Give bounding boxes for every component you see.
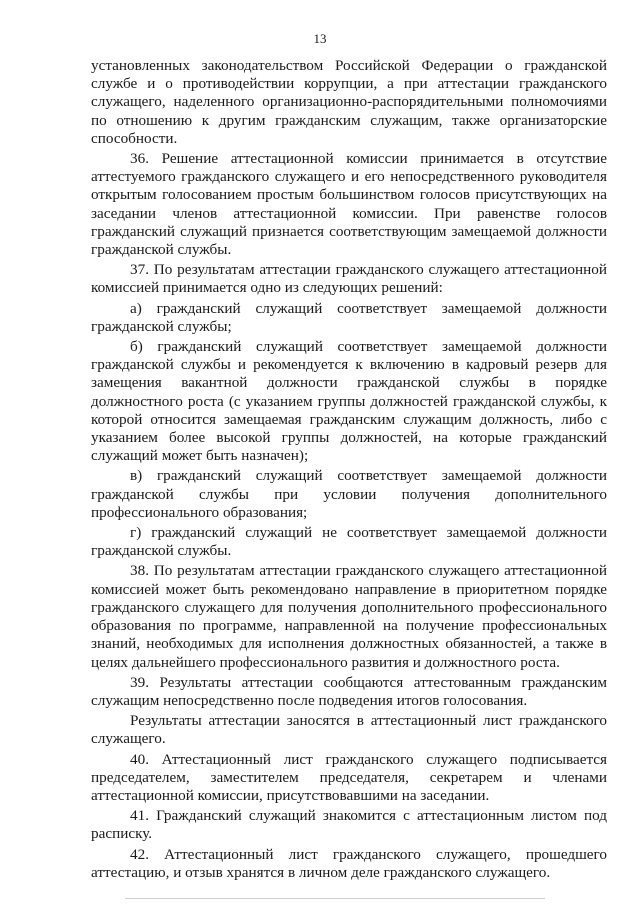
paragraph-36: 36. Решение аттестационной комиссии принимается в отсутствие аттестуемого гражданского служащего и его непосредственного руководителя открытым голосованием простым большинством голосов присутствующих на заседании членов аттестационной комиссии. При равенстве голосов гражданский служащий признается соответствующим замещаемой должности гражданской службы. bbox=[91, 150, 607, 259]
paragraph-39-results: Результаты аттестации заносятся в аттестационный лист гражданского служащего. bbox=[91, 712, 607, 748]
paragraph-37-v: в) гражданский служащий соответствует замещаемой должности гражданской службы при условии получения дополнительного профессионального образования; bbox=[91, 467, 607, 521]
paragraph-41: 41. Гражданский служащий знакомится с аттестационным листом под расписку. bbox=[91, 807, 607, 843]
page-number: 13 bbox=[313, 31, 327, 46]
paragraph-37-g: г) гражданский служащий не соответствует замещаемой должности гражданской службы. bbox=[91, 524, 607, 560]
document-body bbox=[91, 57, 607, 882]
paragraph-40: 40. Аттестационный лист гражданского служащего подписывается председателем, заместителем председателя, секретарем и членами аттестационной комиссии, присутствовавшими на заседании. bbox=[91, 750, 607, 804]
paragraph-continuation: установленных законодательством Российской Федерации о гражданской службе и о противодействии коррупции, а при аттестации гражданского служащего, наделенного организационно-распорядительными полномочиями по отношению к другим гражданским служащим, также организаторские способности. bbox=[91, 57, 607, 147]
paragraph-37: 37. По результатам аттестации гражданского служащего аттестационной комиссией принимается одно из следующих решений: bbox=[91, 261, 607, 297]
paragraph-37-b: б) гражданский служащий соответствует замещаемой должности гражданской службы и рекомендуется к включению в кадровый резерв для замещения вакантной должности гражданской службы в порядке должностного роста (с указанием группы должностей гражданской службы, к которой относится замещаемая гражданским служащим должность, либо с указанием более высокой группы должностей, на которые гражданский служащий может быть назначен); bbox=[91, 338, 607, 465]
paragraph-38: 38. По результатам аттестации гражданского служащего аттестационной комиссией может быть рекомендовано направление в приоритетном порядке гражданского служащего для получения дополнительного профессионального образования по программе, направленной на получение профессиональных знаний, необходимых для исполнения должностных обязанностей, а также в целях дальнейшего профессионального развития и должностного роста. bbox=[91, 562, 607, 671]
scan-edge-line bbox=[125, 898, 545, 899]
paragraph-42: 42. Аттестационный лист гражданского служащего, прошедшего аттестацию, и отзыв хранятся в личном деле гражданского служащего. bbox=[91, 845, 607, 881]
paragraph-37-a: а) гражданский служащий соответствует замещаемой должности гражданской службы; bbox=[91, 299, 607, 335]
paragraph-39: 39. Результаты аттестации сообщаются аттестованным гражданским служащим непосредственно после подведения итогов голосования. bbox=[91, 673, 607, 709]
